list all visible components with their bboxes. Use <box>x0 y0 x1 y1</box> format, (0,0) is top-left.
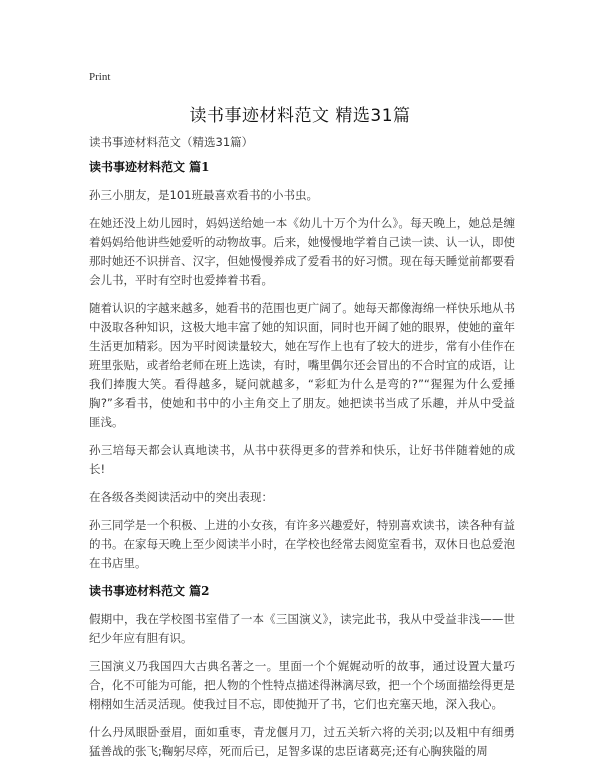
paragraph: 假期中，我在学校图书室借了一本《三国演义》，读完此书，我从中受益非浅——世纪少年应有胆有识。 <box>89 612 515 645</box>
document-title: 读书事迹材料范文 精选31篇 <box>189 106 411 126</box>
paragraph: 孙三培每天都会认真地读书，从书中获得更多的营养和快乐，让好书伴随着她的成长! <box>89 443 515 476</box>
section-2 <box>89 582 515 761</box>
paragraph: 什么丹凤眼卧蚕眉，面如重枣，青龙偃月刀，过五关斩六将的关羽;以及粗中有细勇猛善战的张飞;鞠躬尽瘁，死而后已，足智多谋的忠臣诸葛亮;还有心胸狭隘的周 <box>89 725 515 758</box>
section-heading: 读书事迹材料范文 篇1 <box>89 160 210 174</box>
section-1 <box>89 158 515 573</box>
document-subtitle: 读书事迹材料范文（精选31篇） <box>89 135 254 149</box>
section-heading: 读书事迹材料范文 篇2 <box>89 584 210 598</box>
paragraph: 在各级各类阅读活动中的突出表现： <box>89 490 273 504</box>
paragraph: 随着认识的字越来越多，她看书的范围也更广阔了。她每天都像海绵一样快乐地从书中汲取各种知识，这极大地丰富了她的知识面，同时也开阔了她的眼界，使她的童年生活更加精彩。因为平时阅读量较大，她在写作上也有了较大的进步，常有小佳作在班里张贴，或者给老师在班上选读，有时，嘴里偶尔还会冒出的不合时宜的成语，让我们捧腹大笑。看得越多，疑问就越多，“彩虹为什么是弯的?”“猩猩为什么爱捶胸?”多看书，使她和书中的小主角交上了朋友。她把读书当成了乐趣，并从中受益匪浅。 <box>89 301 515 429</box>
paragraph: 孙三同学是一个积极、上进的小女孩，有许多兴趣爱好，特别喜欢读书，读各种有益的书。在家每天晚上至少阅读半小时，在学校也经常去阅览室看书，双休日也总爱泡在书店里。 <box>89 518 515 570</box>
paragraph: 在她还没上幼儿园时，妈妈送给她一本《幼儿十万个为什么》。每天晚上，她总是缠着妈妈给他讲些她爱听的动物故事。后来，她慢慢地学着自己读一读、认一认，即使那时她还不识拼音、汉字，但她慢慢养成了爱看书的好习惯。现在每天睡觉前都要看会儿书，平时有空时也爱捧着书看。 <box>89 216 515 287</box>
paragraph: 三国演义乃我国四大古典名著之一。里面一个个娓娓动听的故事，通过设置大量巧合，化不可能为可能，把人物的个性特点描述得淋漓尽致，把一个个场面描绘得更是栩栩如生活灵活现。使我过目不忘，即使抛开了书，它们也充塞天地，深入我心。 <box>89 659 515 711</box>
document-content <box>89 158 515 770</box>
paragraph: 孙三小朋友，是101班最喜欢看书的小书虫。 <box>89 188 318 202</box>
print-label: Print <box>89 71 111 83</box>
